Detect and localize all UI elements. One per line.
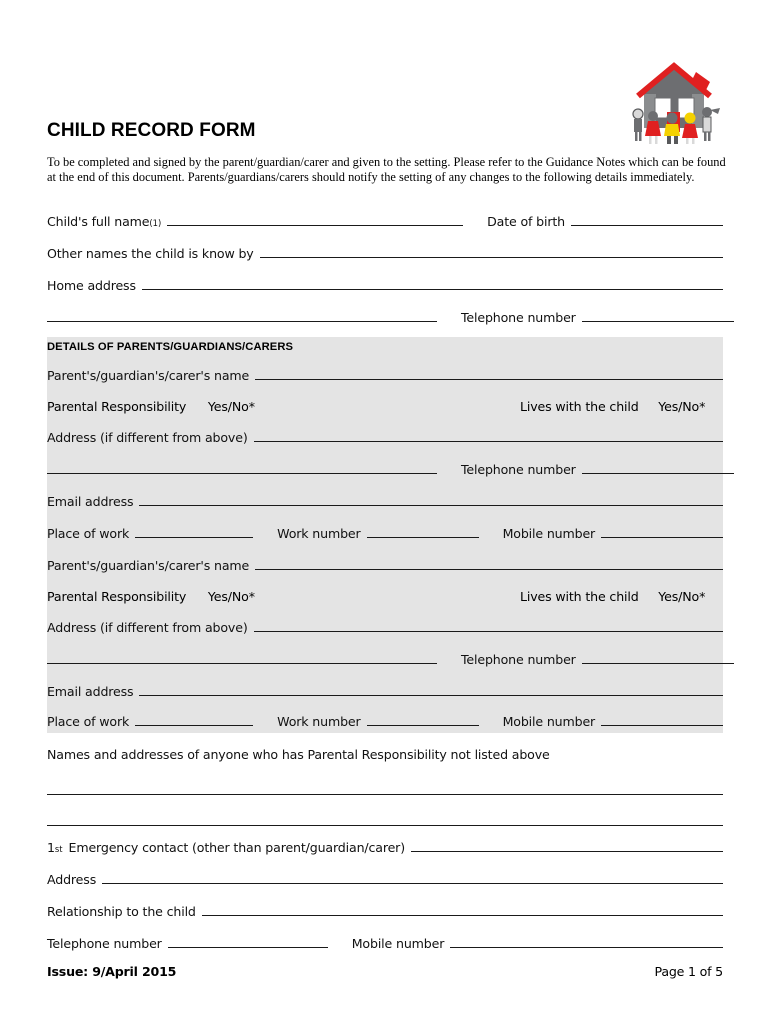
- row-emergency-contact: 1 st Emergency contact (other than parent/guardian/carer): [47, 840, 723, 862]
- row-parent1-name: [47, 368, 723, 390]
- additional-pr-label: Names and addresses of anyone who has Parental Responsibility not listed above: [47, 747, 550, 762]
- figure-left-grey: [633, 109, 643, 141]
- parent1-name-input[interactable]: [255, 368, 723, 380]
- parent2-address-label: Address (if different from above): [47, 620, 248, 635]
- parent2-place-of-work-input[interactable]: [135, 714, 253, 726]
- parent2-address-input[interactable]: [254, 620, 723, 632]
- parent2-parental-responsibility: [47, 589, 255, 604]
- parent2-address-input-line2[interactable]: [47, 652, 437, 664]
- row-parent1-email: [47, 494, 723, 516]
- parent1-mobile-number-input[interactable]: [601, 526, 723, 538]
- parent2-email-input[interactable]: [139, 684, 723, 696]
- parent2-mobile-number-input[interactable]: [601, 714, 723, 726]
- parent1-lives-with-child: [520, 399, 705, 414]
- row-child-full-name: Child's full name (1) Date of birth: [47, 214, 723, 236]
- row-parent2-address2-telephone: [47, 652, 723, 674]
- row-parent1-address2-telephone: [47, 462, 723, 484]
- emergency-address-input[interactable]: [102, 872, 723, 884]
- date-of-birth-label: Date of birth: [487, 214, 565, 229]
- home-address-input-line2[interactable]: [47, 310, 437, 322]
- parent1-parental-responsibility-label: Parental Responsibility: [47, 399, 187, 414]
- parent1-email-input[interactable]: [139, 494, 723, 506]
- row-additional-pr-label: [47, 747, 723, 769]
- parent1-place-of-work-input[interactable]: [135, 526, 253, 538]
- parent2-name-input[interactable]: [255, 558, 723, 570]
- parent1-mobile-number-label: Mobile number: [502, 526, 596, 541]
- page-title: CHILD RECORD FORM: [47, 120, 256, 141]
- child-full-name-input[interactable]: [167, 214, 463, 226]
- parent1-address-label: Address (if different from above): [47, 430, 248, 445]
- row-home-address-2-telephone: [47, 310, 723, 332]
- parent2-parental-responsibility-label: Parental Responsibility: [47, 589, 187, 604]
- parent1-telephone-input[interactable]: [582, 462, 734, 474]
- home-address-input[interactable]: [142, 278, 723, 290]
- row-parent1-work: [47, 526, 723, 548]
- row-emergency-address: [47, 872, 723, 894]
- house-with-children-logo: [622, 46, 726, 146]
- footer-issue: Issue: 9/April 2015: [47, 964, 177, 979]
- parent1-email-label: Email address: [47, 494, 134, 509]
- parent1-address-input-line2[interactable]: [47, 462, 437, 474]
- emergency-contact-label: Emergency contact (other than parent/guardian/carer): [68, 840, 405, 855]
- parent2-email-label: Email address: [47, 684, 134, 699]
- intro-paragraph: To be completed and signed by the parent/guardian/carer and given to the setting. Please refer to the Guidance Notes which can be found at the end of this document. Parents/guardians/carers should notify the setting of any changes to the following details immediately.: [47, 155, 726, 185]
- parent1-lives-with-child-label: Lives with the child: [520, 399, 639, 414]
- parent2-parental-responsibility-value[interactable]: Yes/No*: [207, 589, 255, 604]
- row-other-names: [47, 246, 723, 268]
- parent2-place-of-work-label: Place of work: [47, 714, 130, 729]
- parent2-lives-with-child: [520, 589, 705, 604]
- parent1-address-input[interactable]: [254, 430, 723, 442]
- parent1-name-label: Parent's/guardian's/carer's name: [47, 368, 250, 383]
- emergency-address-label: Address: [47, 872, 97, 887]
- row-parent2-work: [47, 714, 723, 736]
- row-home-address: [47, 278, 723, 300]
- parent1-parental-responsibility: [47, 399, 255, 414]
- parent1-work-number-input[interactable]: [367, 526, 479, 538]
- child-telephone-input[interactable]: [582, 310, 734, 322]
- emergency-relationship-label: Relationship to the child: [47, 904, 196, 919]
- parent2-lives-with-child-label: Lives with the child: [520, 589, 639, 604]
- emergency-contact-input[interactable]: [411, 840, 723, 852]
- parent2-lives-with-child-value[interactable]: Yes/No*: [658, 589, 706, 604]
- emergency-telephone-input[interactable]: [168, 936, 328, 948]
- parent2-work-number-label: Work number: [277, 714, 361, 729]
- emergency-relationship-input[interactable]: [202, 904, 723, 916]
- parent2-telephone-input[interactable]: [582, 652, 734, 664]
- parent2-name-label: Parent's/guardian's/carer's name: [47, 558, 250, 573]
- parent2-work-number-input[interactable]: [367, 714, 479, 726]
- additional-pr-input-line1[interactable]: [47, 794, 723, 795]
- additional-pr-input-line2[interactable]: [47, 825, 723, 826]
- row-emergency-relationship: [47, 904, 723, 926]
- emergency-contact-ordinal: 1: [47, 840, 55, 855]
- other-names-input[interactable]: [260, 246, 723, 258]
- parent1-lives-with-child-value[interactable]: Yes/No*: [658, 399, 706, 414]
- date-of-birth-input[interactable]: [571, 214, 723, 226]
- child-telephone-label: Telephone number: [461, 310, 576, 325]
- parent2-telephone-label: Telephone number: [461, 652, 576, 667]
- figure-right-grey: [702, 107, 720, 141]
- emergency-telephone-label: Telephone number: [47, 936, 162, 951]
- row-parent2-address: [47, 620, 723, 642]
- parent1-work-number-label: Work number: [277, 526, 361, 541]
- home-address-label: Home address: [47, 278, 136, 293]
- row-parent1-address: [47, 430, 723, 452]
- row-parent2-name: [47, 558, 723, 580]
- parent2-mobile-number-label: Mobile number: [502, 714, 596, 729]
- footer-page-number: Page 1 of 5: [654, 964, 723, 979]
- parent1-telephone-label: Telephone number: [461, 462, 576, 477]
- row-emergency-phones: [47, 936, 723, 958]
- parent1-parental-responsibility-value[interactable]: Yes/No*: [207, 399, 255, 414]
- child-full-name-label: Child's full name: [47, 214, 150, 229]
- emergency-mobile-input[interactable]: [450, 936, 723, 948]
- other-names-label: Other names the child is know by: [47, 246, 254, 261]
- row-parent2-email: [47, 684, 723, 706]
- parent1-place-of-work-label: Place of work: [47, 526, 130, 541]
- parents-section-header: DETAILS OF PARENTS/GUARDIANS/CARERS: [47, 341, 294, 353]
- emergency-mobile-label: Mobile number: [351, 936, 445, 951]
